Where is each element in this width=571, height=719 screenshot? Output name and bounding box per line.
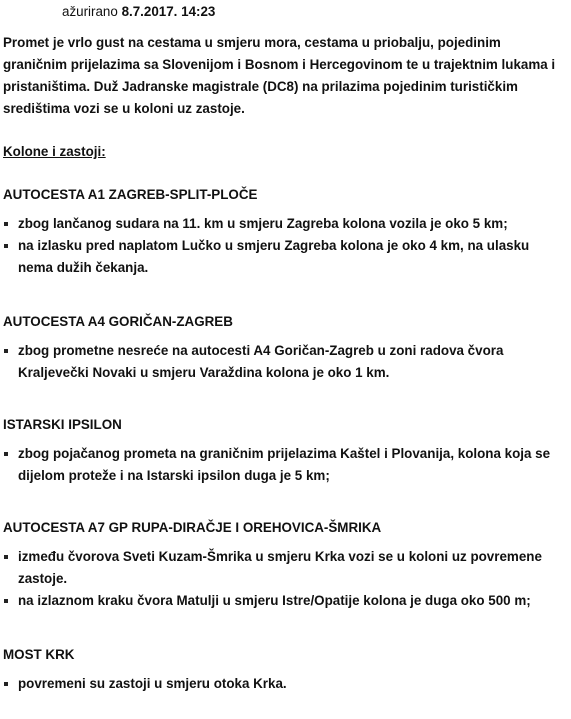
- bullet-icon: [4, 349, 8, 353]
- list-item: [0, 590, 566, 612]
- section-list-most-krk: [0, 673, 566, 695]
- list-item: [0, 340, 566, 384]
- section-title-a4: AUTOCESTA A4 GORIČAN-ZAGREB: [3, 314, 233, 329]
- bullet-icon: [4, 244, 8, 248]
- list-item-text: na izlaznom kraku čvora Matulji u smjeru Istre/Opatije kolona je duga oko 500 m;: [18, 593, 531, 608]
- bullet-icon: [4, 222, 8, 226]
- bullet-icon: [4, 599, 8, 603]
- list-item-text: između čvorova Sveti Kuzam-Šmrika u smjeru Krka vozi se u koloni uz povremene zastoje.: [18, 549, 542, 586]
- columns-subheading: Kolone i zastoji:: [3, 144, 106, 159]
- list-item-text: na izlasku pred naplatom Lučko u smjeru Zagreba kolona je oko 4 km, na ulasku nema dužih čekanja.: [18, 238, 530, 275]
- section-title-istarski-ipsilon: ISTARSKI IPSILON: [3, 417, 122, 432]
- list-item: [0, 673, 566, 695]
- list-item-text: zbog lančanog sudara na 11. km u smjeru Zagreba kolona vozila je oko 5 km;: [18, 216, 508, 231]
- list-item: [0, 213, 566, 235]
- list-item-text: zbog pojačanog prometa na graničnim prijelazima Kaštel i Plovanija, kolona koja se dijelom proteže i na Istarski ipsilon duga je 5 km;: [18, 446, 551, 483]
- updated-datetime: 8.7.2017. 14:23: [121, 4, 216, 19]
- update-timestamp: [62, 1, 215, 23]
- list-item: [0, 443, 566, 487]
- section-title-a1: AUTOCESTA A1 ZAGREB-SPLIT-PLOČE: [3, 187, 258, 202]
- list-item-text: povremeni su zastoji u smjeru otoka Krka.: [18, 676, 287, 691]
- bullet-icon: [4, 452, 8, 456]
- section-list-istarski-ipsilon: [0, 443, 566, 487]
- section-title-most-krk: MOST KRK: [3, 647, 75, 662]
- section-title-a7: AUTOCESTA A7 GP RUPA-DIRAČJE I OREHOVICA-ŠMRIKA: [3, 520, 382, 535]
- bullet-icon: [4, 682, 8, 686]
- updated-label: ažurirano: [62, 4, 118, 19]
- list-item-text: zbog prometne nesreće na autocesti A4 Goričan-Zagreb u zoni radova čvora Kraljevečki Novaki u smjeru Varaždina kolona je oko 1 km.: [18, 343, 504, 380]
- list-item: [0, 235, 566, 279]
- section-list-a7: [0, 546, 566, 612]
- intro-paragraph: Promet je vrlo gust na cestama u smjeru mora, cestama u priobalju, pojedinim graničnim prijelazima sa Slovenijom i Bosnom i Hercegovinom te u trajektnim lukama i pristaništima. Duž Jadranske magistrale (DC8) na prilazima pojedinim turističkim središtima vozi se u koloni uz zastoje.: [3, 35, 556, 116]
- bullet-icon: [4, 555, 8, 559]
- list-item: [0, 546, 566, 590]
- section-list-a4: [0, 340, 566, 384]
- section-list-a1: [0, 213, 566, 279]
